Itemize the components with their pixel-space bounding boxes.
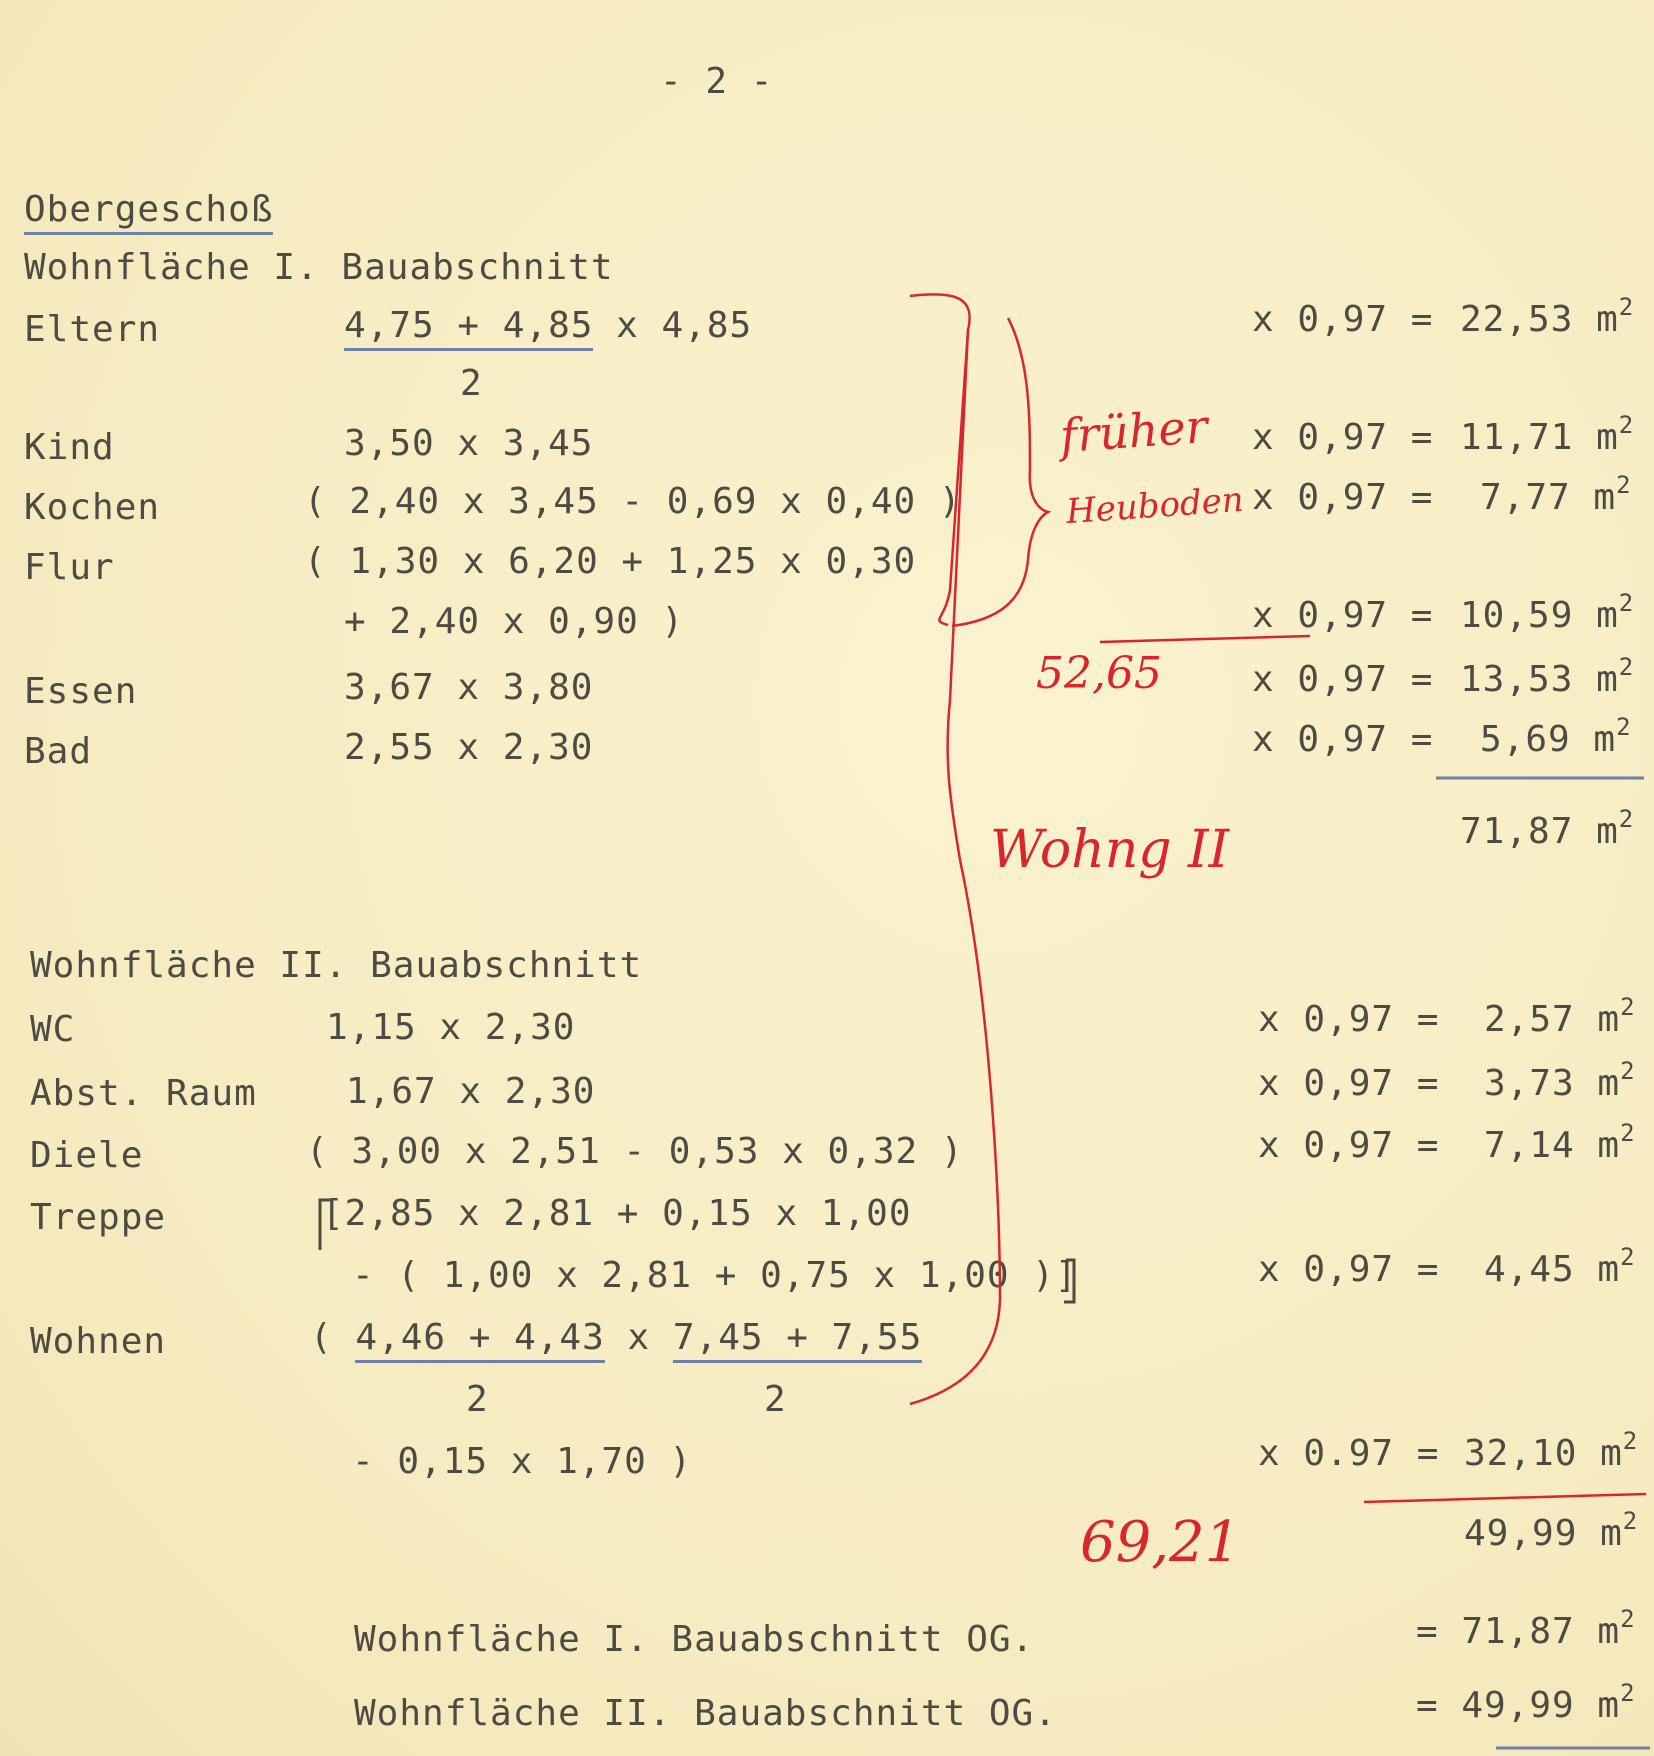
room-essen: Essen bbox=[24, 671, 138, 712]
area-treppe: 4,45 $m^2$ bbox=[1484, 1243, 1636, 1290]
area-eltern: 22,53 $m^2$ bbox=[1460, 293, 1635, 340]
factor-wohnen: x 0.97 = bbox=[1258, 1433, 1440, 1474]
red-brace-large-top bbox=[910, 294, 970, 625]
area-kind: 11,71 $m^2$ bbox=[1460, 411, 1635, 458]
summary-value-2: = 49,99 $m^2$ bbox=[1416, 1679, 1636, 1726]
area-abst-raum: 3,73 $m^2$ bbox=[1484, 1057, 1636, 1104]
note-6921: 69,21 bbox=[1080, 1510, 1241, 1575]
divisor-wohnen-b: 2 bbox=[764, 1379, 787, 1420]
red-brace-small bbox=[952, 318, 1048, 626]
room-wohnen: Wohnen bbox=[30, 1321, 167, 1362]
summary-value-1: = 71,87 $m^2$ bbox=[1416, 1605, 1636, 1652]
formula-flur: ( 1,30 x 6,20 + 1,25 x 0,30 bbox=[304, 541, 917, 582]
formula-eltern: 4,75 + 4,85 x 4,85 bbox=[344, 306, 752, 346]
formula-wc: 1,15 x 2,30 bbox=[326, 1007, 576, 1048]
room-kind: Kind bbox=[24, 427, 115, 468]
room-kochen: Kochen bbox=[24, 487, 161, 528]
area-bad: 5,69 $m^2$ bbox=[1480, 713, 1632, 760]
factor-kochen: x 0,97 = bbox=[1252, 477, 1434, 518]
part2-total: 49,99 $m^2$ bbox=[1464, 1507, 1639, 1554]
factor-treppe: x 0,97 = bbox=[1258, 1249, 1440, 1290]
formula-flur-2: + 2,40 x 0,90 ) bbox=[344, 601, 685, 642]
factor-abst-raum: x 0,97 = bbox=[1258, 1063, 1440, 1104]
formula-bad: 2,55 x 2,30 bbox=[344, 727, 594, 768]
room-wc: WC bbox=[30, 1009, 76, 1050]
room-treppe: Treppe bbox=[30, 1197, 167, 1238]
divisor-eltern: 2 bbox=[460, 363, 483, 404]
formula-treppe: [2,85 x 2,81 + 0,15 x 1,00 bbox=[322, 1193, 912, 1234]
note-wohng-ii: Wohng II bbox=[990, 820, 1230, 880]
factor-kind: x 0,97 = bbox=[1252, 417, 1434, 458]
red-underline-5265 bbox=[1100, 636, 1310, 642]
area-kochen: 7,77 $m^2$ bbox=[1480, 471, 1632, 518]
room-diele: Diele bbox=[30, 1135, 144, 1176]
area-flur: 10,59 $m^2$ bbox=[1460, 589, 1635, 636]
room-bad: Bad bbox=[24, 731, 93, 772]
formula-diele: ( 3,00 x 2,51 - 0,53 x 0,32 ) bbox=[306, 1131, 964, 1172]
formula-kind: 3,50 x 3,45 bbox=[344, 423, 594, 464]
factor-diele: x 0,97 = bbox=[1258, 1125, 1440, 1166]
factor-bad: x 0,97 = bbox=[1252, 719, 1434, 760]
room-abst-raum: Abst. Raum bbox=[30, 1073, 257, 1114]
area-essen: 13,53 $m^2$ bbox=[1460, 653, 1635, 700]
red-underline-6921 bbox=[1364, 1494, 1646, 1502]
part1-heading: Wohnfläche I. Bauabschnitt bbox=[24, 247, 614, 288]
factor-eltern: x 0,97 = bbox=[1252, 299, 1434, 340]
section-title: Obergeschoß bbox=[24, 190, 273, 235]
area-wohnen: 32,10 $m^2$ bbox=[1464, 1427, 1639, 1474]
formula-abst-raum: 1,67 x 2,30 bbox=[346, 1071, 596, 1112]
area-diele: 7,14 $m^2$ bbox=[1484, 1119, 1636, 1166]
summary-label-1: Wohnfläche I. Bauabschnitt OG. bbox=[354, 1619, 1035, 1660]
area-wc: 2,57 $m^2$ bbox=[1484, 993, 1636, 1040]
divisor-wohnen-a: 2 bbox=[466, 1379, 489, 1420]
part2-heading: Wohnfläche II. Bauabschnitt bbox=[30, 945, 643, 986]
formula-treppe-2: - ( 1,00 x 2,81 + 0,75 x 1,00 )] bbox=[352, 1255, 1078, 1296]
page-number: - 2 - bbox=[660, 61, 774, 102]
note-5265: 52,65 bbox=[1036, 648, 1162, 699]
note-frueher: früher bbox=[1058, 398, 1210, 464]
note-heuboden: Heuboden bbox=[1064, 479, 1245, 533]
factor-flur: x 0,97 = bbox=[1252, 595, 1434, 636]
room-eltern: Eltern bbox=[24, 309, 161, 350]
formula-essen: 3,67 x 3,80 bbox=[344, 667, 594, 708]
formula-wohnen-2: - 0,15 x 1,70 ) bbox=[352, 1441, 693, 1482]
room-flur: Flur bbox=[24, 547, 115, 588]
part1-total: 71,87 $m^2$ bbox=[1460, 805, 1635, 852]
factor-essen: x 0,97 = bbox=[1252, 659, 1434, 700]
factor-wc: x 0,97 = bbox=[1258, 999, 1440, 1040]
summary-label-2: Wohnfläche II. Bauabschnitt OG. bbox=[354, 1693, 1057, 1734]
formula-kochen: ( 2,40 x 3,45 - 0,69 x 0,40 ) bbox=[304, 481, 962, 522]
formula-wohnen: ( 4,46 + 4,43 x 7,45 + 7,55 bbox=[310, 1318, 922, 1358]
